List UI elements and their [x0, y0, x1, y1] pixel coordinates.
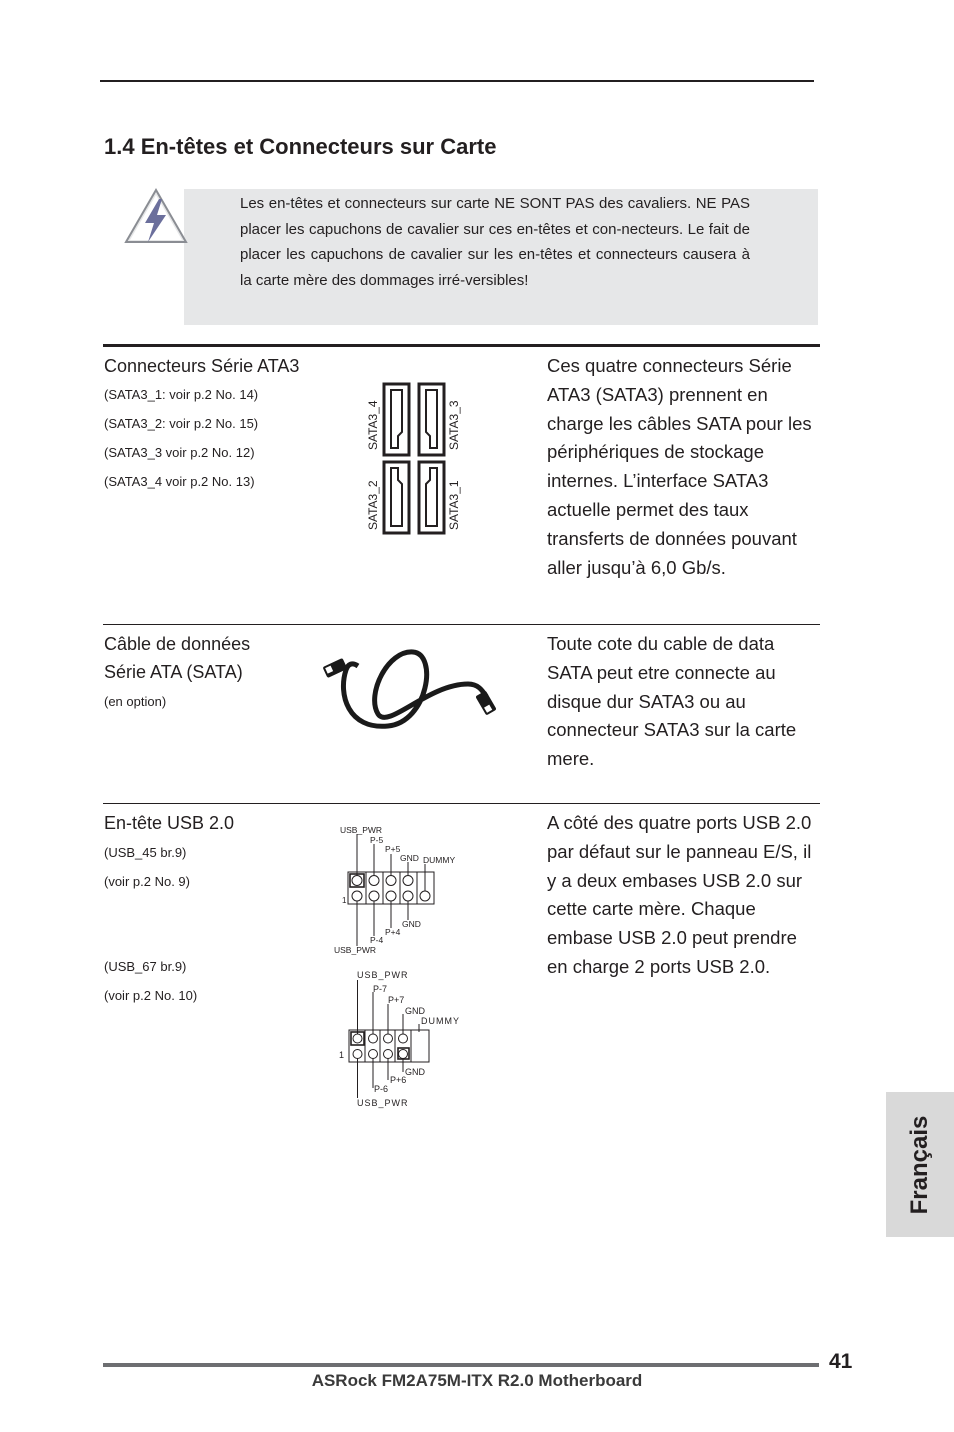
sata-description: Ces quatre connecteurs Série ATA3 (SATA3) prennent en charge les câbles SATA pour les périphériques de stockage internes. L’interface SATA3 actuelle permet des taux transferts de données pouvant aller jusqu’à 6,0 Gb/s.: [547, 355, 812, 578]
section-rule-cable: [103, 624, 820, 625]
cable-title-line2: Série ATA (SATA): [104, 662, 243, 682]
usb1-label-p-4: P-4: [370, 935, 384, 945]
usb2-label-pwr-top: USB_PWR: [357, 970, 409, 980]
caution-text: Les en-têtes et connecteurs sur carte NE SONT PAS des cavaliers. NE PAS placer les capuchons de cavalier sur ces en-têtes et con-necteurs. Le fait de placer les capuchons de cavalier sur les en-têtes et connecteurs causera à la carte mère des dommages irré-versibles!: [240, 195, 750, 289]
usb2-label-pin1: 1: [339, 1050, 345, 1060]
usb2-label-gnd-top: GND: [405, 1006, 425, 1016]
usb2-label-p+7: P+7: [388, 995, 405, 1005]
sata-port-2: [384, 462, 409, 533]
footer-title: ASRock FM2A75M-ITX R2.0 Motherboard: [311, 1371, 643, 1390]
usb-header-diagram-2: [335, 966, 475, 1112]
sata-ref-4: (SATA3_4 voir p.2 No. 13): [104, 474, 255, 489]
usb1-label-p-5: P-5: [370, 835, 384, 845]
caution-box: [184, 189, 818, 325]
cable-note: (en option): [104, 694, 167, 709]
section-rule-thick: [103, 344, 820, 347]
usb1-label-pin1: 1: [342, 896, 347, 905]
usb1-label-dummy: DUMMY: [423, 855, 456, 865]
sata-label-4: SATA3_4: [366, 400, 380, 450]
sata-ref-1: (SATA3_1: voir p.2 No. 14): [104, 387, 259, 402]
usb1-label-pwr-bottom: USB_PWR: [334, 945, 377, 955]
usb1-label-gnd-bottom: GND: [402, 919, 421, 929]
sata-port-1: [419, 462, 444, 533]
page-number: 41: [829, 1350, 853, 1373]
sata-label-2: SATA3_2: [366, 480, 380, 530]
sata-ref-3: (SATA3_3 voir p.2 No. 12): [104, 445, 255, 460]
usb2-label-dummy: DUMMY: [421, 1016, 460, 1026]
language-side-tab: [886, 1092, 954, 1237]
language-tab-label: Français: [906, 1115, 933, 1214]
usb1-label-gnd-top: GND: [400, 853, 419, 863]
cable-title-line1: Câble de données: [104, 634, 251, 654]
usb-title: En-tête USB 2.0: [104, 813, 235, 833]
sata-port-4: [384, 384, 409, 455]
section-rule-usb: [103, 803, 820, 804]
top-rule: [100, 80, 814, 82]
usb2-label-p-6: P-6: [374, 1084, 389, 1094]
section-title: 1.4 En-têtes et Connecteurs sur Carte: [104, 134, 497, 159]
usb-ref-1: (USB_45 br.9): [104, 845, 187, 860]
sata-label-1: SATA3_1: [447, 480, 461, 530]
usb-ref-2: (USB_67 br.9): [104, 959, 187, 974]
usb1-label-pwr-top: USB_PWR: [340, 825, 383, 835]
usb1-label-p+5: P+5: [385, 844, 401, 854]
usb-description: A côté des quatre ports USB 2.0 par défaut sur le panneau E/S, il y a deux embases USB 2.0 sur cette carte mère. Chaque embase USB 2.0 peut prendre en charge 2 ports USB 2.0.: [547, 812, 812, 977]
usb2-label-gnd-bottom: GND: [405, 1067, 425, 1077]
sata-ref-2: (SATA3_2: voir p.2 No. 15): [104, 416, 259, 431]
sata-title: Connecteurs Série ATA3: [104, 356, 300, 376]
usb-ref-2-page: (voir p.2 No. 10): [104, 988, 198, 1003]
usb2-label-pwr-bottom: USB_PWR: [357, 1098, 409, 1108]
sata-connector-diagram: [360, 380, 470, 540]
usb2-label-p-7: P-7: [373, 984, 388, 994]
usb1-label-p+4: P+4: [385, 927, 401, 937]
cable-description: Toute cote du cable de data SATA peut etre connecte au disque dur SATA3 ou au connecteur SATA3 sur la carte mere.: [547, 633, 797, 770]
sata-cable-image: [318, 644, 508, 738]
sata-label-3: SATA3_3: [447, 400, 461, 450]
warning-triangle-icon: [124, 187, 188, 245]
sata-port-3: [419, 384, 444, 455]
footer-rule: [103, 1363, 819, 1367]
usb2-label-p+6: P+6: [390, 1075, 407, 1085]
usb-header-diagram-1: [330, 822, 470, 958]
usb-ref-1-page: (voir p.2 No. 9): [104, 874, 190, 889]
